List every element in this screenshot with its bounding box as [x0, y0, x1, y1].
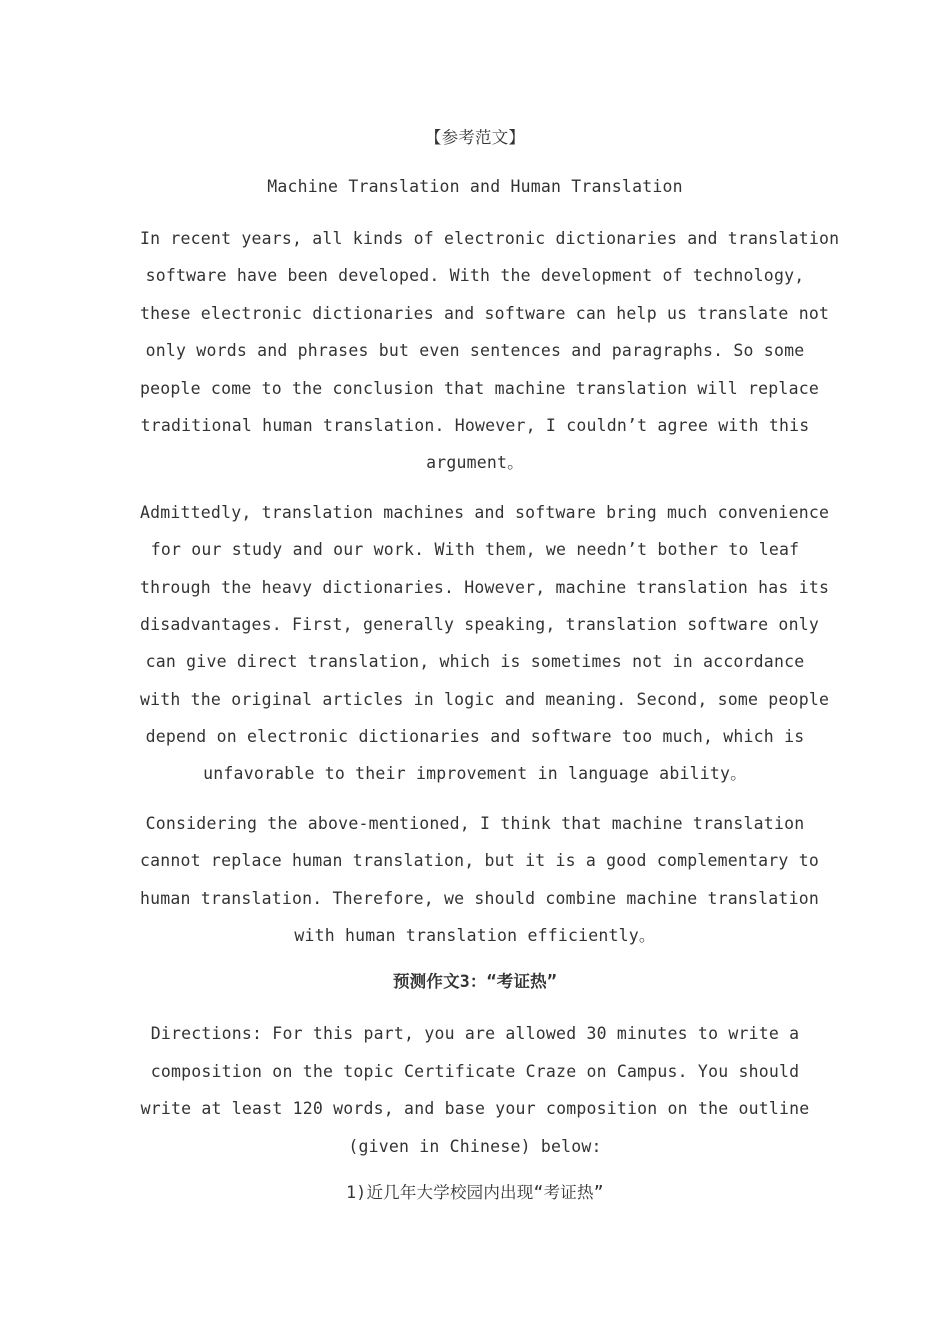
paragraph-line: these electronic dictionaries and software can help us translate not: [140, 303, 830, 323]
paragraph-line: cannot replace human translation, but it is a good complementary to: [140, 851, 819, 871]
paragraph-line: Considering the above-mentioned, I think that machine translation: [145, 813, 805, 833]
paragraph-line: software have been developed. With the development of technology,: [145, 266, 805, 286]
paragraph-line: with human translation efficiently。: [294, 926, 656, 946]
paragraph-line: unfavorable to their improvement in language ability。: [203, 764, 747, 784]
paragraph-line: traditional human translation. However, I couldn’t agree with this: [140, 415, 810, 435]
essay-paragraph-3: [140, 805, 819, 955]
paragraph-line: In recent years, all kinds of electronic dictionaries and translation: [140, 229, 840, 248]
paragraph-line: through the heavy dictionaries. However, machine translation has its: [140, 577, 830, 597]
paragraph-line: only words and phrases but even sentences and paragraphs. So some: [145, 341, 805, 361]
essay-title: Machine Translation and Human Translation: [267, 177, 683, 196]
paragraph-line: can give direct translation, which is sometimes not in accordance: [145, 652, 805, 672]
essay-paragraph-1: [140, 220, 840, 482]
paragraph-line: argument。: [426, 453, 524, 473]
outline-item-1: 1)近几年大学校园内出现“考证热”: [346, 1182, 604, 1202]
paragraph-line: for our study and our work. With them, we needn’t bother to leaf: [150, 540, 800, 560]
paragraph-line: depend on electronic dictionaries and software too much, which is: [145, 727, 805, 747]
directions-line: (given in Chinese) below:: [348, 1136, 602, 1156]
directions-paragraph: [140, 1015, 810, 1165]
document-page: [140, 122, 840, 1209]
paragraph-line: Admittedly, translation machines and software bring much convenience: [140, 502, 830, 522]
paragraph-line: human translation. Therefore, we should combine machine translation: [140, 888, 819, 908]
essay-paragraph-2: [140, 494, 830, 793]
paragraph-line: disadvantages. First, generally speaking, translation software only: [140, 614, 819, 634]
reference-label: 【参考范文】: [424, 128, 526, 147]
directions-line: composition on the topic Certificate Craze on Campus. You should: [150, 1061, 800, 1081]
prediction-essay-title: 预测作文3：“考证热”: [392, 972, 557, 992]
paragraph-line: people come to the conclusion that machine translation will replace: [140, 378, 819, 398]
paragraph-line: with the original articles in logic and meaning. Second, some people: [140, 689, 830, 709]
directions-line: write at least 120 words, and base your composition on the outline: [140, 1099, 810, 1119]
directions-line: Directions: For this part, you are allowed 30 minutes to write a: [150, 1024, 800, 1044]
